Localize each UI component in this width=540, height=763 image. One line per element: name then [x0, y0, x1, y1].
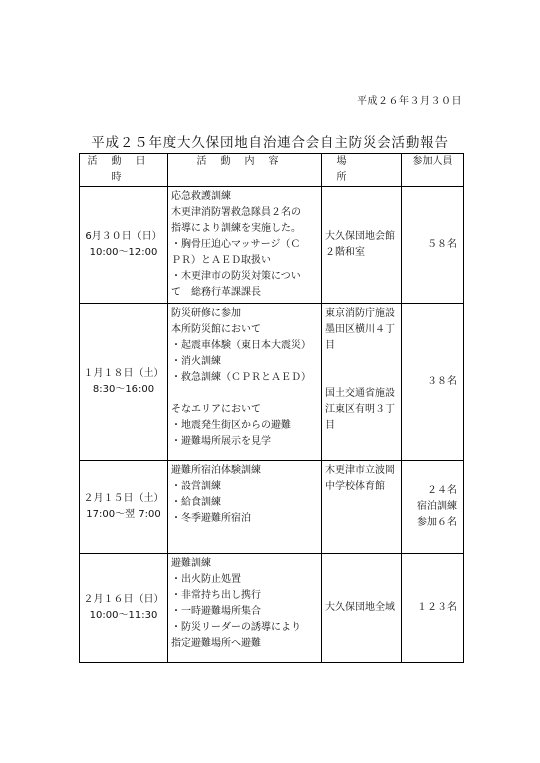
content-line: 本所防災館において: [171, 324, 261, 335]
row-place: [322, 304, 402, 461]
row-datetime: [80, 554, 168, 663]
row-date: ２月１６日（日）: [83, 594, 164, 605]
row-place: [322, 187, 402, 304]
row-place: [322, 554, 402, 663]
content-line: ・救急訓練（ＣＰＲとＡＥＤ）: [171, 372, 311, 383]
content-line: 避難訓練: [171, 558, 211, 569]
row-time: 10:00～12:00: [89, 247, 158, 258]
row-content: [168, 461, 322, 554]
activity-table: [79, 153, 464, 663]
row-time: 17:00～翌 7:00: [86, 509, 161, 520]
row-people: [402, 554, 464, 663]
table-row: [80, 554, 464, 663]
content-line: ・一時避難場所集合: [171, 606, 261, 617]
people-count: ５８名: [427, 239, 457, 250]
table-row: [80, 304, 464, 461]
content-line: ・避難場所展示を見学: [171, 436, 271, 447]
people-note: 参加６名: [417, 517, 457, 528]
report-title: 平成２５年度大久保団地自治連合会自主防災会活動報告: [91, 135, 449, 151]
place-line: ２階和室: [325, 247, 365, 258]
row-content: [168, 554, 322, 663]
content-line: 木更津消防署救急隊員２名の: [171, 207, 301, 218]
content-line: ・地震発生街区からの避難: [171, 420, 291, 431]
content-line: ・冬季避難所宿泊: [171, 513, 251, 524]
place-line: 木更津市立波岡: [325, 465, 395, 476]
header-what: 活動内容: [168, 154, 322, 187]
content-line: 防災研修に参加: [171, 308, 241, 319]
place-spacer: [325, 370, 398, 386]
people-note: 宿泊訓練: [417, 501, 457, 512]
row-datetime: [80, 304, 168, 461]
header-when: 活動日時: [80, 154, 168, 187]
row-time: 10:00～11:30: [89, 610, 158, 621]
people-count: ２４名: [427, 485, 457, 496]
place-line: 国土交通省施設: [325, 388, 395, 399]
place-line: 中学校体育館: [325, 481, 385, 492]
place-line: 江東区有明３丁: [325, 404, 395, 415]
row-date: １月１８日（土）: [83, 368, 164, 379]
row-content: [168, 187, 322, 304]
place-line: 目: [325, 420, 335, 431]
header-where: 場所: [322, 154, 402, 187]
table-row: [80, 187, 464, 304]
row-people: [402, 461, 464, 554]
row-datetime: [80, 187, 168, 304]
place-line: 墨田区横川４丁: [325, 324, 395, 335]
content-line: 応急救護訓練: [171, 191, 231, 202]
people-count: ３８名: [427, 376, 457, 387]
table-header-row: [80, 154, 464, 187]
content-line: ・木更津市の防災対策につい: [171, 271, 301, 282]
place-line: 大久保団地全域: [325, 602, 395, 613]
content-line: そなエリアにおいて: [171, 404, 261, 415]
content-line: 指導により訓練を実施した。: [171, 223, 301, 234]
row-time: 8:30～16:00: [92, 384, 155, 395]
table-row: [80, 461, 464, 554]
content-line: ・胸骨圧迫心マッサージ（Ｃ: [171, 239, 301, 250]
row-place: [322, 461, 402, 554]
row-datetime: [80, 461, 168, 554]
place-line: 東京消防庁施設: [325, 308, 395, 319]
content-line: 避難所宿泊体験訓練: [171, 465, 261, 476]
content-line: て 総務行革課課長: [171, 287, 261, 298]
content-line: ・消火訓練: [171, 356, 221, 367]
content-line: ・非常持ち出し携行: [171, 590, 261, 601]
content-line: ・防災リーダーの誘導により: [171, 622, 301, 633]
header-who: 参加人員: [402, 154, 464, 187]
content-line: 指定避難場所へ避難: [171, 638, 261, 649]
place-spacer: [325, 354, 398, 370]
report-date: 平成２６年３月３０日: [357, 96, 462, 107]
place-line: 大久保団地会館: [325, 231, 395, 242]
content-spacer: [171, 386, 318, 402]
place-line: 目: [325, 340, 335, 351]
people-count: １２３名: [417, 602, 457, 613]
row-people: [402, 304, 464, 461]
content-line: ・設営訓練: [171, 481, 221, 492]
content-line: ・起震車体験（東日本大震災）: [171, 340, 311, 351]
row-content: [168, 304, 322, 461]
content-line: ＰＲ）とＡＥＤ取扱い: [171, 255, 271, 266]
content-line: ・出火防止処置: [171, 574, 241, 585]
content-line: ・給食訓練: [171, 497, 221, 508]
row-date: 6月３０日（日）: [85, 231, 162, 242]
row-people: [402, 187, 464, 304]
row-date: ２月１５日（土）: [83, 493, 164, 504]
